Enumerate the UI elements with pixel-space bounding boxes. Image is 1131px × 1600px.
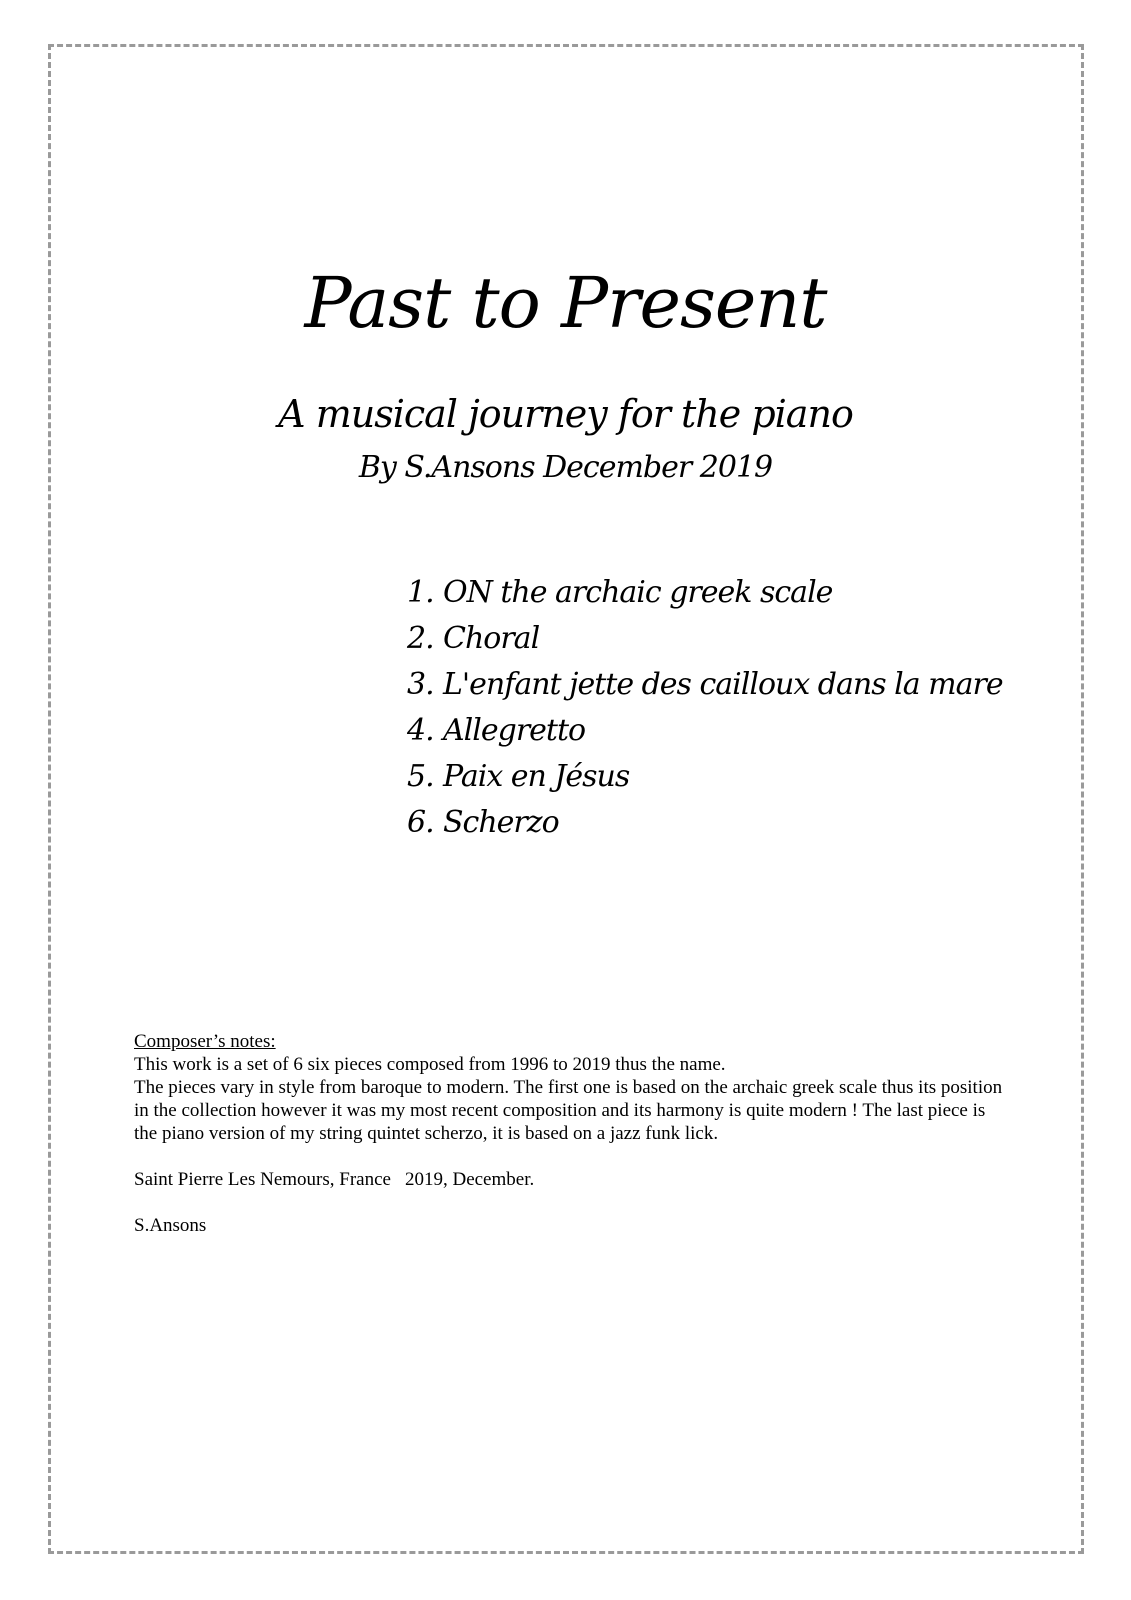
piece-name: Scherzo (443, 805, 559, 840)
piece-name: ON the archaic greek scale (443, 575, 833, 610)
piece-number: 5. (407, 759, 434, 794)
piece-number: 2. (407, 621, 434, 656)
composer-notes (134, 1030, 1004, 1237)
list-item (407, 570, 1003, 616)
notes-line: This work is a set of 6 six pieces composed from 1996 to 2019 thus the name. (134, 1054, 726, 1075)
page-title: Past to Present (304, 262, 827, 344)
list-item (407, 616, 1003, 662)
notes-paragraph: The pieces vary in style from baroque to modern. The first one is based on the archaic greek scale thus its position in the collection however it was my most recent composition and its harmony is quite modern ! The last piece is the piano version of my string quintet scherzo, it is based on a jazz funk lick. (134, 1077, 1003, 1144)
byline: By S.Ansons December 2019 (358, 450, 773, 485)
piece-name: Choral (443, 621, 540, 656)
notes-date: 2019, December. (404, 1169, 535, 1190)
piece-number: 4. (407, 713, 434, 748)
page-subtitle: A musical journey for the piano (278, 392, 853, 436)
piece-name: Allegretto (443, 713, 586, 748)
piece-list (407, 570, 1003, 846)
piece-number: 6. (407, 805, 434, 840)
notes-heading: Composer’s notes: (134, 1031, 276, 1052)
list-item (407, 708, 1003, 754)
notes-signature: S.Ansons (134, 1215, 207, 1236)
piece-number: 1. (407, 575, 434, 610)
notes-place: Saint Pierre Les Nemours, France (134, 1169, 391, 1190)
piece-name: Paix en Jésus (443, 759, 630, 794)
piece-name: L'enfant jette des cailloux dans la mare (443, 667, 1003, 702)
list-item (407, 754, 1003, 800)
list-item (407, 662, 1003, 708)
list-item (407, 800, 1003, 846)
piece-number: 3. (407, 667, 434, 702)
notes-place-date (134, 1168, 1004, 1191)
